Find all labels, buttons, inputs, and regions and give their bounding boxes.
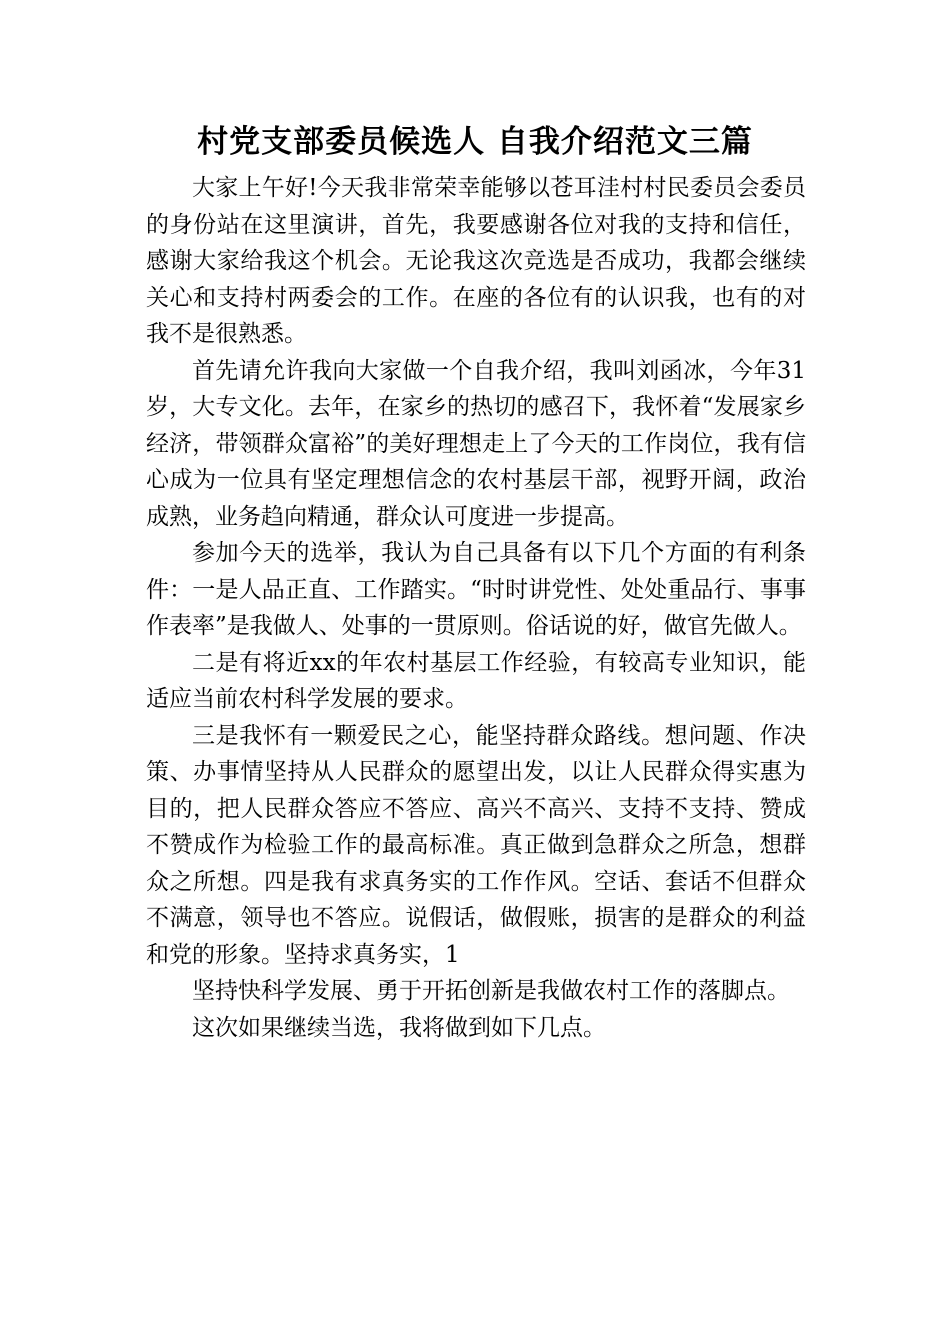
paragraph: 大家上午好!今天我非常荣幸能够以苍耳洼村村民委员会委员的身份站在这里演讲，首先，我要感谢各位对我的支持和信任，感谢大家给我这个机会。无论我这次竞选是否成功，我都会继续关心和支持村两委会的工作。在座的各位有的认识我，也有的对我不是很熟悉。 — [146, 175, 806, 347]
paragraph: 三是我怀有一颗爱民之心，能坚持群众路线。想问题、作决策、办事情坚持从人民群众的愿望出发，以让人民群众得实惠为目的，把人民群众答应不答应、高兴不高兴、支持不支持、赞成不赞成作为检验工作的最高标准。真正做到急群众之所急，想群众之所想。四是我有求真务实的工作作风。空话、套话不但群众不满意，领导也不答应。说假话，做假账，损害的是群众的利益和党的形象。坚持求真务实，1 — [146, 722, 806, 968]
paragraph: 首先请允许我向大家做一个自我介绍，我叫刘函冰，今年31岁，大专文化。去年，在家乡的热切的感召下，我怀着“发展家乡经济，带领群众富裕”的美好理想走上了今天的工作岗位，我有信心成为一位具有坚定理想信念的农村基层干部，视野开阔，政治成熟，业务趋向精通，群众认可度进一步提高。 — [146, 357, 806, 530]
document-title: 村党支部委员候选人 自我介绍范文三篇 — [197, 124, 753, 160]
paragraph: 坚持快科学发展、勇于开拓创新是我做农村工作的落脚点。 — [192, 978, 790, 1004]
paragraph: 二是有将近xx的年农村基层工作经验，有较高专业知识，能适应当前农村科学发展的要求。 — [146, 649, 806, 712]
paragraph: 这次如果继续当选，我将做到如下几点。 — [192, 1014, 606, 1041]
paragraph: 参加今天的选举，我认为自己具备有以下几个方面的有利条件：一是人品正直、工作踏实。“时时讲党性、处处重品行、事事作表率”是我做人、处事的一贯原则。俗话说的好，做官先做人。 — [146, 540, 806, 639]
document-body — [146, 170, 806, 1046]
